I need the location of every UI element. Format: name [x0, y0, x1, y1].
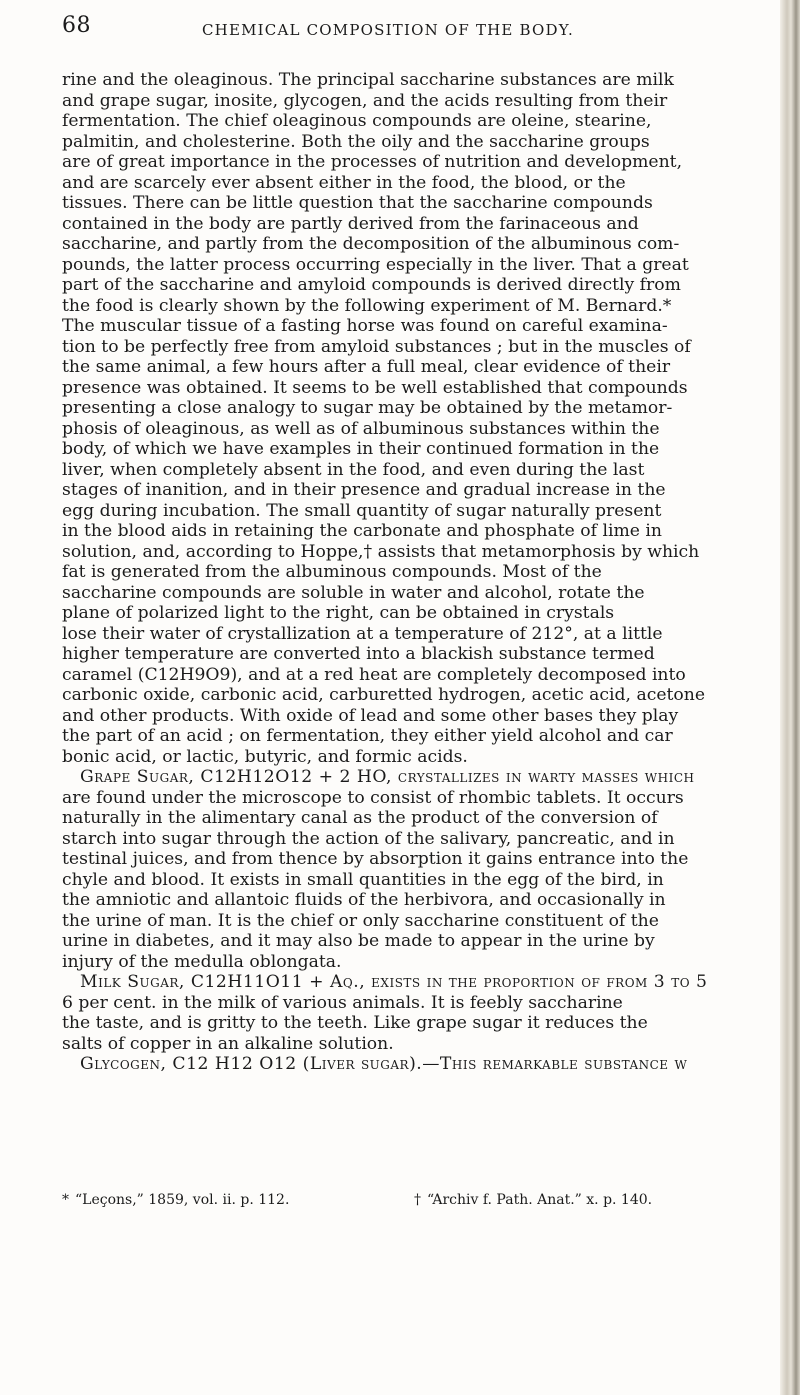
text-line: and other products. With oxide of lead and some other bases they play [62, 705, 679, 726]
text-line: injury of the medulla oblongata. [62, 951, 342, 972]
body-text [62, 70, 774, 1075]
text-line: in the blood aids in retaining the carbonate and phosphate of lime in [62, 521, 662, 541]
text-line: contained in the body are partly derived from the farinaceous and [62, 213, 639, 234]
text-line: tissues. There can be little question that the saccharine compounds [62, 193, 653, 213]
text-line: and grape sugar, inosite, glycogen, and the acids resulting from their [62, 90, 668, 111]
text-line: body, of which we have examples in their continued formation in the [62, 439, 660, 459]
text-line: presence was obtained. It seems to be well established that compounds [62, 377, 688, 398]
text-line-milk-sugar: Milk Sugar, C12H11O11 + Aq., exists in the proportion of from 3 to 5 [80, 972, 708, 992]
text-line: chyle and blood. It exists in small quantities in the egg of the bird, in [62, 869, 664, 890]
footnote-mark: † [414, 1192, 421, 1208]
text-line: saccharine compounds are soluble in water and alcohol, rotate the [62, 582, 645, 603]
text-line: the food is clearly shown by the following experiment of M. Bernard.* [62, 295, 672, 316]
text-line: presenting a close analogy to sugar may be obtained by the metamor- [62, 398, 673, 418]
text-line: starch into sugar through the action of the salivary, pancreatic, and in [62, 828, 675, 849]
text-line: bonic acid, or lactic, butyric, and formic acids. [62, 746, 468, 767]
text-line: are found under the microscope to consist of rhombic tablets. It occurs [62, 787, 684, 808]
text-line: liver, when completely absent in the food, and even during the last [62, 459, 645, 480]
text-line: lose their water of crystallization at a temperature of 212°, at a little [62, 623, 663, 644]
text-line: salts of copper in an alkaline solution. [62, 1033, 394, 1054]
text-line: plane of polarized light to the right, can be obtained in crystals [62, 603, 615, 623]
text-line: solution, and, according to Hoppe,† assists that metamorphosis by which [62, 541, 700, 562]
footnote-hoppe [414, 1190, 652, 1210]
footnote-text: “Leçons,” 1859, vol. ii. p. 112. [75, 1192, 290, 1208]
running-title: CHEMICAL COMPOSITION OF THE BODY. [202, 21, 574, 39]
text-line: The muscular tissue of a fasting horse was found on careful examina- [62, 316, 668, 336]
text-line: carbonic oxide, carbonic acid, carburetted hydrogen, acetic acid, acetone [62, 685, 706, 705]
page-number: 68 [62, 13, 91, 38]
text-line: the urine of man. It is the chief or only saccharine constituent of the [62, 910, 659, 931]
text-line: palmitin, and cholesterine. Both the oily and the saccharine groups [62, 131, 650, 152]
text-line: phosis of oleaginous, as well as of albuminous substances within the [62, 418, 660, 439]
text-line: urine in diabetes, and it may also be made to appear in the urine by [62, 931, 655, 951]
text-line: the amniotic and allantoic fluids of the herbivora, and occasionally in [62, 890, 666, 910]
text-line: 6 per cent. in the milk of various animals. It is feebly saccharine [62, 992, 623, 1013]
text-line: the part of an acid ; on fermentation, they either yield alcohol and car [62, 726, 673, 746]
text-line: pounds, the latter process occurring especially in the liver. That a great [62, 254, 689, 275]
footnote-mark: * [62, 1192, 69, 1208]
text-line: caramel (C12H9O9), and at a red heat are completely decomposed into [62, 664, 686, 685]
text-line-grape-sugar: Grape Sugar, C12H12O12 + 2 HO, crystallizes in warty masses which [80, 767, 695, 787]
text-line: the same animal, a few hours after a full meal, clear evidence of their [62, 357, 671, 377]
page-edge-shadow [780, 0, 800, 1395]
text-line: tion to be perfectly free from amyloid substances ; but in the muscles of [62, 336, 691, 357]
footnotes [62, 1190, 774, 1214]
text-line: saccharine, and partly from the decomposition of the albuminous com- [62, 234, 680, 254]
text-line: part of the saccharine and amyloid compounds is derived directly from [62, 275, 681, 295]
text-line: rine and the oleaginous. The principal saccharine substances are milk [62, 70, 674, 90]
text-line: the taste, and is gritty to the teeth. Like grape sugar it reduces the [62, 1013, 648, 1033]
text-line: egg during incubation. The small quantity of sugar naturally present [62, 500, 662, 521]
text-line: stages of inanition, and in their presence and gradual increase in the [62, 480, 666, 500]
footnote-text: “Archiv f. Path. Anat.” x. p. 140. [427, 1192, 653, 1208]
text-line: testinal juices, and from thence by absorption it gains entrance into the [62, 849, 689, 869]
text-line: and are scarcely ever absent either in the food, the blood, or the [62, 172, 626, 193]
text-line-glycogen: Glycogen, C12 H12 O12 (Liver sugar).—This remarkable substance w [80, 1054, 688, 1074]
text-line: fat is generated from the albuminous compounds. Most of the [62, 562, 602, 582]
text-line: fermentation. The chief oleaginous compounds are oleine, stearine, [62, 111, 652, 131]
text-line: higher temperature are converted into a blackish substance termed [62, 644, 655, 664]
text-line: naturally in the alimentary canal as the product of the conversion of [62, 808, 658, 828]
footnote-bernard [62, 1190, 289, 1210]
text-line: are of great importance in the processes of nutrition and development, [62, 152, 683, 172]
page-header [62, 12, 762, 42]
